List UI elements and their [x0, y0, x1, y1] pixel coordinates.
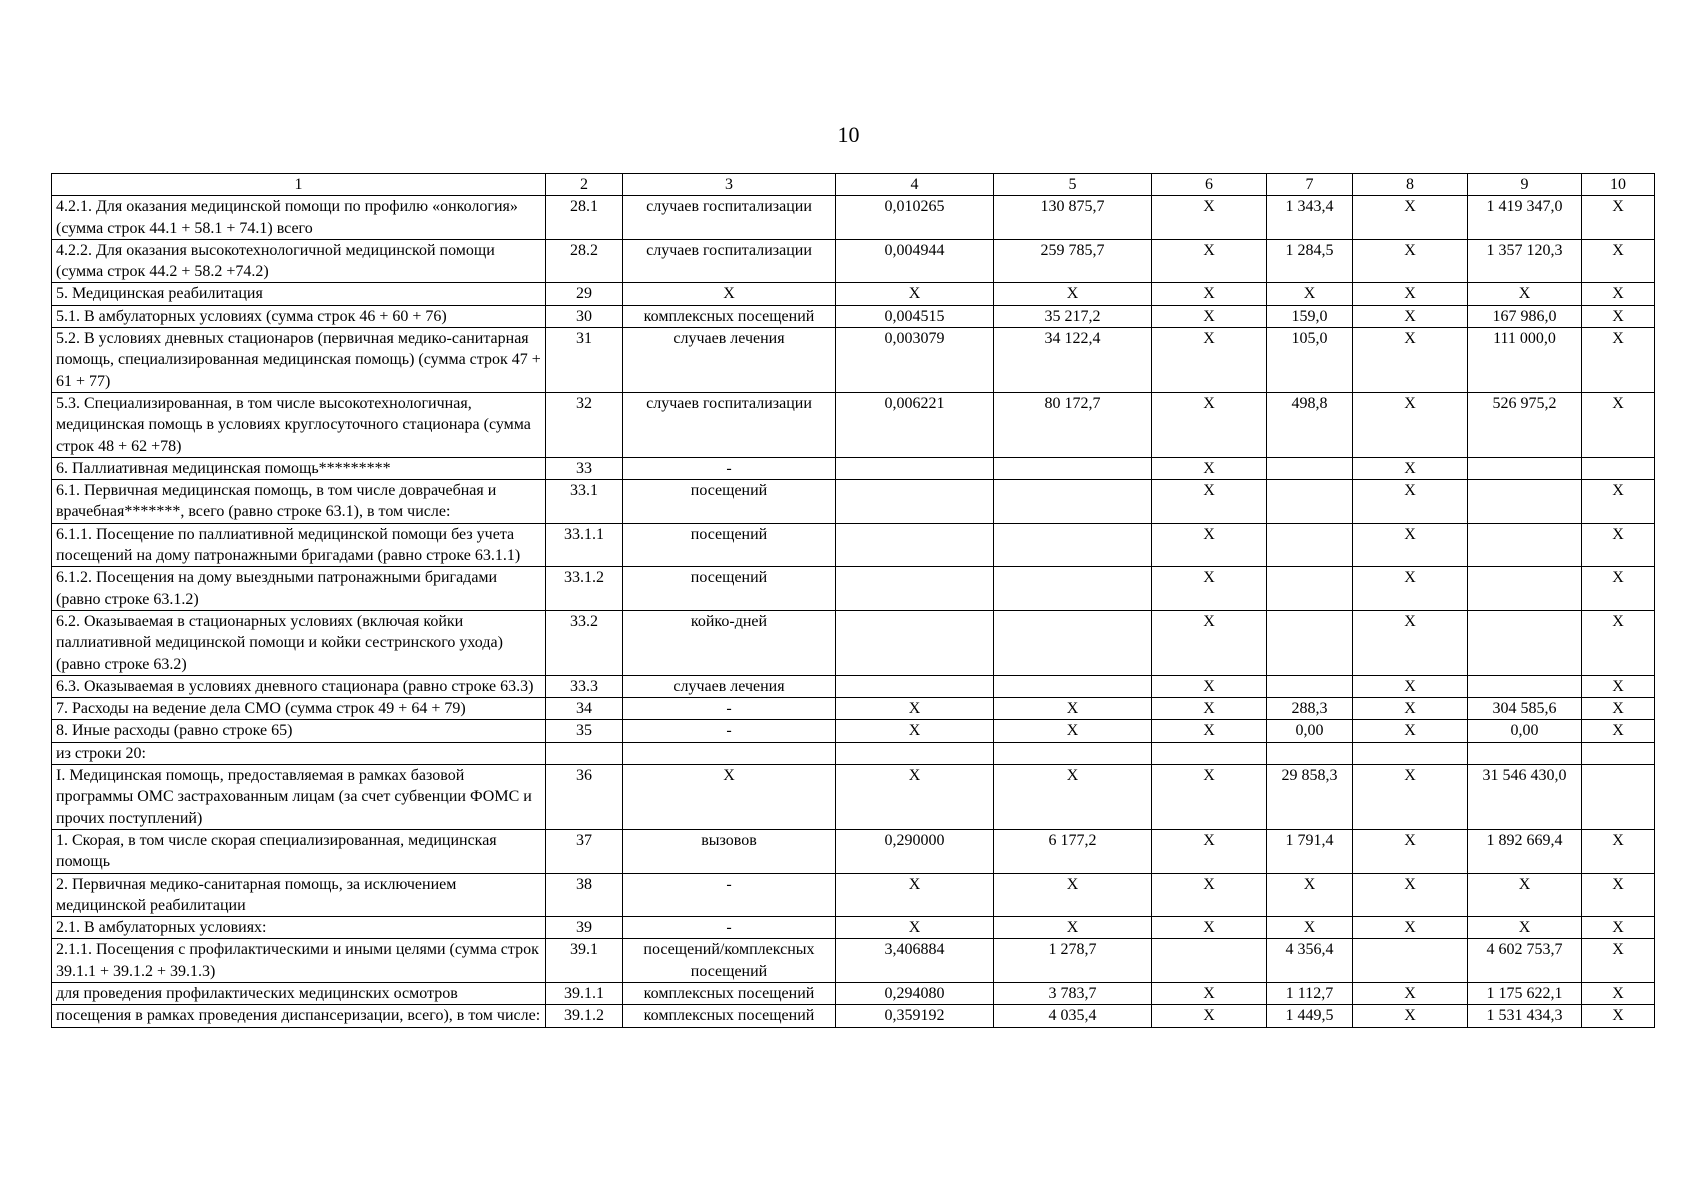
table-body	[52, 174, 1655, 1028]
table-cell: X	[1468, 873, 1582, 917]
table-cell: X	[1582, 239, 1655, 283]
row-label-cell: 6.2. Оказываемая в стационарных условиях (включая койки паллиативной медицинской помощи и койки сестринского ухода) (равно строке 63.2)	[52, 610, 546, 675]
table-row	[52, 392, 1655, 457]
table-cell: 159,0	[1267, 305, 1353, 327]
table-cell: X	[1353, 698, 1468, 720]
table-cell: 36	[546, 765, 623, 830]
table-cell: 33.2	[546, 610, 623, 675]
table-cell: 0,010265	[836, 196, 994, 240]
table-cell	[1267, 457, 1353, 479]
table-cell	[1353, 939, 1468, 983]
table-cell: X	[1152, 239, 1267, 283]
row-label-cell: 4.2.1. Для оказания медицинской помощи по профилю «онкология» (сумма строк 44.1 + 58.1 + 74.1) всего	[52, 196, 546, 240]
table-cell: 1 357 120,3	[1468, 239, 1582, 283]
table-cell	[1582, 742, 1655, 764]
table-cell: 35 217,2	[994, 305, 1152, 327]
table-cell: 111 000,0	[1468, 328, 1582, 393]
table-cell: 35	[546, 720, 623, 742]
table-cell: 105,0	[1267, 328, 1353, 393]
table-cell	[1582, 765, 1655, 830]
table-row	[52, 720, 1655, 742]
table-cell: X	[1152, 829, 1267, 873]
table-cell	[994, 567, 1152, 611]
table-cell	[1267, 567, 1353, 611]
table-cell: комплексных посещений	[623, 982, 836, 1004]
table-cell	[1468, 523, 1582, 567]
table-cell: 6 177,2	[994, 829, 1152, 873]
table-cell: X	[1267, 283, 1353, 305]
table-cell: X	[1353, 917, 1468, 939]
column-header: 5	[994, 174, 1152, 196]
table-cell: X	[1582, 939, 1655, 983]
row-label-cell: из строки 20:	[52, 742, 546, 764]
table-cell: X	[1353, 523, 1468, 567]
table-row	[52, 1005, 1655, 1027]
table-cell: 33	[546, 457, 623, 479]
table-cell: X	[1353, 239, 1468, 283]
table-row	[52, 982, 1655, 1004]
table-cell: комплексных посещений	[623, 1005, 836, 1027]
table-cell: X	[1152, 523, 1267, 567]
table-cell: случаев госпитализации	[623, 392, 836, 457]
column-header: 10	[1582, 174, 1655, 196]
table-cell: 33.1	[546, 480, 623, 524]
table-row	[52, 675, 1655, 697]
table-cell: посещений	[623, 567, 836, 611]
table-cell	[1267, 523, 1353, 567]
table-cell: X	[994, 873, 1152, 917]
table-cell	[994, 480, 1152, 524]
table-cell: 288,3	[1267, 698, 1353, 720]
table-cell	[1582, 457, 1655, 479]
table-cell: X	[1353, 720, 1468, 742]
table-cell: 1 419 347,0	[1468, 196, 1582, 240]
table-cell: комплексных посещений	[623, 305, 836, 327]
table-cell: 29	[546, 283, 623, 305]
row-label-cell: 1. Скорая, в том числе скорая специализированная, медицинская помощь	[52, 829, 546, 873]
table-cell: 34	[546, 698, 623, 720]
table-cell: X	[1353, 567, 1468, 611]
table-cell: X	[1152, 720, 1267, 742]
table-cell: X	[1353, 283, 1468, 305]
table-cell: 4 356,4	[1267, 939, 1353, 983]
table-cell: 130 875,7	[994, 196, 1152, 240]
table-cell: 38	[546, 873, 623, 917]
row-label-cell: 6.1.1. Посещение по паллиативной медицинской помощи без учета посещений на дому патронажными бригадами (равно строке 63.1.1)	[52, 523, 546, 567]
table-cell: 37	[546, 829, 623, 873]
table-cell: 33.1.2	[546, 567, 623, 611]
table-cell: 1 531 434,3	[1468, 1005, 1582, 1027]
table-row	[52, 523, 1655, 567]
table-cell: 1 343,4	[1267, 196, 1353, 240]
table-cell: X	[1152, 698, 1267, 720]
table-cell: -	[623, 873, 836, 917]
table-cell: X	[1353, 196, 1468, 240]
table-cell: X	[1582, 610, 1655, 675]
table-row	[52, 328, 1655, 393]
table-row	[52, 610, 1655, 675]
table-cell	[623, 742, 836, 764]
table-cell	[836, 675, 994, 697]
table-cell: X	[836, 917, 994, 939]
table-row	[52, 283, 1655, 305]
table-cell: X	[1582, 480, 1655, 524]
table-cell	[836, 742, 994, 764]
table-cell: X	[1152, 305, 1267, 327]
table-cell	[1468, 610, 1582, 675]
table-cell: случаев лечения	[623, 328, 836, 393]
table-cell: 0,359192	[836, 1005, 994, 1027]
table-cell: 1 892 669,4	[1468, 829, 1582, 873]
table-cell: 80 172,7	[994, 392, 1152, 457]
table-cell: X	[1353, 1005, 1468, 1027]
table-cell: 3 783,7	[994, 982, 1152, 1004]
table-cell: X	[1582, 196, 1655, 240]
table-cell: X	[836, 765, 994, 830]
column-header: 2	[546, 174, 623, 196]
table-cell: 0,294080	[836, 982, 994, 1004]
table-cell: -	[623, 720, 836, 742]
table-cell: X	[1582, 720, 1655, 742]
table-cell: X	[1582, 675, 1655, 697]
row-label-cell: 5.1. В амбулаторных условиях (сумма строк 46 + 60 + 76)	[52, 305, 546, 327]
table-cell	[994, 610, 1152, 675]
table-cell: 34 122,4	[994, 328, 1152, 393]
table-cell: 30	[546, 305, 623, 327]
table-cell: X	[1582, 698, 1655, 720]
table-cell	[836, 523, 994, 567]
table-cell: -	[623, 917, 836, 939]
table-cell: 31 546 430,0	[1468, 765, 1582, 830]
table-cell	[1152, 939, 1267, 983]
column-header: 9	[1468, 174, 1582, 196]
table-cell: X	[1468, 283, 1582, 305]
table-cell	[836, 567, 994, 611]
table-cell: X	[1267, 917, 1353, 939]
table-cell: X	[1582, 1005, 1655, 1027]
table-cell: X	[994, 917, 1152, 939]
table-cell: X	[1353, 829, 1468, 873]
table-row	[52, 939, 1655, 983]
table-cell: 39.1	[546, 939, 623, 983]
table-cell: X	[1152, 392, 1267, 457]
table-cell	[1353, 742, 1468, 764]
table-cell: 304 585,6	[1468, 698, 1582, 720]
column-header: 7	[1267, 174, 1353, 196]
table-cell: посещений/комплексных посещений	[623, 939, 836, 983]
table-cell: X	[1152, 610, 1267, 675]
table-cell: X	[1582, 829, 1655, 873]
table-row	[52, 765, 1655, 830]
table-cell	[1152, 742, 1267, 764]
table-cell: X	[1152, 567, 1267, 611]
table-row	[52, 742, 1655, 764]
row-label-cell: 4.2.2. Для оказания высокотехнологичной медицинской помощи (сумма строк 44.2 + 58.2 +74.2)	[52, 239, 546, 283]
table-cell: 4 602 753,7	[1468, 939, 1582, 983]
row-label-cell: 7. Расходы на ведение дела СМО (сумма строк 49 + 64 + 79)	[52, 698, 546, 720]
table-cell: случаев госпитализации	[623, 196, 836, 240]
table-cell: X	[1468, 917, 1582, 939]
table-cell: 0,006221	[836, 392, 994, 457]
table-cell: 259 785,7	[994, 239, 1152, 283]
row-label-cell: 6.1.2. Посещения на дому выездными патронажными бригадами (равно строке 63.1.2)	[52, 567, 546, 611]
table-cell: койко-дней	[623, 610, 836, 675]
table-cell: X	[1582, 982, 1655, 1004]
table-cell	[994, 742, 1152, 764]
column-header: 6	[1152, 174, 1267, 196]
table-cell	[994, 523, 1152, 567]
row-label-cell: 8. Иные расходы (равно строке 65)	[52, 720, 546, 742]
table-row	[52, 567, 1655, 611]
table-cell: X	[1353, 675, 1468, 697]
table-cell: 0,004944	[836, 239, 994, 283]
row-label-cell: для проведения профилактических медицинских осмотров	[52, 982, 546, 1004]
table-cell: X	[994, 283, 1152, 305]
table-cell: -	[623, 457, 836, 479]
table-cell: X	[1152, 196, 1267, 240]
table-cell: 167 986,0	[1468, 305, 1582, 327]
row-label-cell: 5. Медицинская реабилитация	[52, 283, 546, 305]
table-cell: X	[1582, 567, 1655, 611]
table-row	[52, 917, 1655, 939]
table-cell	[994, 457, 1152, 479]
table-cell: X	[1353, 392, 1468, 457]
table-cell: X	[1152, 873, 1267, 917]
row-label-cell: 2. Первичная медико-санитарная помощь, за исключением медицинской реабилитации	[52, 873, 546, 917]
table-cell: 3,406884	[836, 939, 994, 983]
table-cell: X	[994, 765, 1152, 830]
table-cell: вызовов	[623, 829, 836, 873]
table-cell: X	[1353, 480, 1468, 524]
table-cell: X	[623, 283, 836, 305]
table-cell	[1468, 742, 1582, 764]
table-cell	[1267, 610, 1353, 675]
table-cell: 526 975,2	[1468, 392, 1582, 457]
table-cell: X	[1353, 457, 1468, 479]
table-cell	[1468, 675, 1582, 697]
table-cell: 0,00	[1267, 720, 1353, 742]
table-cell: X	[1582, 328, 1655, 393]
table-cell: 0,004515	[836, 305, 994, 327]
table-cell: 0,00	[1468, 720, 1582, 742]
table-row	[52, 457, 1655, 479]
row-label-cell: посещения в рамках проведения диспансеризации, всего), в том числе:	[52, 1005, 546, 1027]
header-row	[52, 174, 1655, 196]
table-cell: 1 791,4	[1267, 829, 1353, 873]
column-header: 4	[836, 174, 994, 196]
table-cell	[1267, 480, 1353, 524]
table-cell	[1267, 675, 1353, 697]
table-cell: 31	[546, 328, 623, 393]
table-cell	[994, 675, 1152, 697]
table-cell: X	[1353, 873, 1468, 917]
table-cell: 1 112,7	[1267, 982, 1353, 1004]
table-cell: X	[1582, 392, 1655, 457]
column-header: 3	[623, 174, 836, 196]
table-cell: 1 449,5	[1267, 1005, 1353, 1027]
table-cell	[1468, 567, 1582, 611]
table-cell	[836, 480, 994, 524]
table-cell: X	[1152, 675, 1267, 697]
row-label-cell: 6.3. Оказываемая в условиях дневного стационара (равно строке 63.3)	[52, 675, 546, 697]
table-cell: случаев госпитализации	[623, 239, 836, 283]
table-cell: X	[1152, 765, 1267, 830]
table-cell: 1 284,5	[1267, 239, 1353, 283]
table-cell: 32	[546, 392, 623, 457]
table-cell: X	[1353, 982, 1468, 1004]
table-row	[52, 480, 1655, 524]
table-cell	[546, 742, 623, 764]
row-label-cell: 5.3. Специализированная, в том числе высокотехнологичная, медицинская помощь в условиях круглосуточного стационара (сумма строк 48 + 62 +78)	[52, 392, 546, 457]
table-cell: 1 278,7	[994, 939, 1152, 983]
table-cell: X	[1152, 457, 1267, 479]
row-label-cell: 5.2. В условиях дневных стационаров (первичная медико-санитарная помощь, специализированная медицинская помощь) (сумма строк 47 + 61 + 77)	[52, 328, 546, 393]
table-cell: 33.1.1	[546, 523, 623, 567]
table-cell: X	[836, 698, 994, 720]
table-cell: 33.3	[546, 675, 623, 697]
table-cell: 0,290000	[836, 829, 994, 873]
table-cell: X	[1353, 610, 1468, 675]
table-cell	[1267, 742, 1353, 764]
table-cell	[1468, 480, 1582, 524]
table-cell: посещений	[623, 523, 836, 567]
table-cell: X	[1152, 917, 1267, 939]
table-cell: 28.1	[546, 196, 623, 240]
table-cell: 28.2	[546, 239, 623, 283]
table-cell: X	[1353, 328, 1468, 393]
table-cell: 498,8	[1267, 392, 1353, 457]
page-number: 10	[837, 122, 860, 147]
table-cell: X	[1582, 873, 1655, 917]
table-cell: X	[1353, 765, 1468, 830]
table-cell: X	[1353, 305, 1468, 327]
table-cell	[836, 457, 994, 479]
table-cell: X	[1152, 982, 1267, 1004]
row-label-cell: 2.1.1. Посещения с профилактическими и иными целями (сумма строк 39.1.1 + 39.1.2 + 39.1.3)	[52, 939, 546, 983]
table-row	[52, 873, 1655, 917]
table-cell: 39.1.2	[546, 1005, 623, 1027]
table-cell: X	[994, 720, 1152, 742]
table-cell: -	[623, 698, 836, 720]
table-cell: X	[1152, 328, 1267, 393]
table-cell: 39.1.1	[546, 982, 623, 1004]
table-cell: X	[1267, 873, 1353, 917]
table-cell: X	[1582, 917, 1655, 939]
column-header: 1	[52, 174, 546, 196]
table-cell: X	[1582, 523, 1655, 567]
column-header: 8	[1353, 174, 1468, 196]
row-label-cell: I. Медицинская помощь, предоставляемая в рамках базовой программы ОМС застрахованным лицам (за счет субвенции ФОМС и прочих поступлений)	[52, 765, 546, 830]
table-cell: X	[1152, 1005, 1267, 1027]
table-cell: X	[836, 283, 994, 305]
table-cell: 1 175 622,1	[1468, 982, 1582, 1004]
table-row	[52, 305, 1655, 327]
table-cell: X	[1152, 283, 1267, 305]
table-cell	[1468, 457, 1582, 479]
table-cell: X	[836, 720, 994, 742]
table-row	[52, 829, 1655, 873]
table-cell: случаев лечения	[623, 675, 836, 697]
table-cell: 4 035,4	[994, 1005, 1152, 1027]
table-cell: 0,003079	[836, 328, 994, 393]
table-cell: X	[623, 765, 836, 830]
table-cell: X	[1582, 305, 1655, 327]
table-cell: 39	[546, 917, 623, 939]
table-row	[52, 196, 1655, 240]
table-cell	[836, 610, 994, 675]
row-label-cell: 6.1. Первичная медицинская помощь, в том числе доврачебная и врачебная*******, всего (равно строке 63.1), в том числе:	[52, 480, 546, 524]
table-row	[52, 239, 1655, 283]
table-cell: X	[1152, 480, 1267, 524]
table-cell: X	[994, 698, 1152, 720]
table-row	[52, 698, 1655, 720]
row-label-cell: 6. Паллиативная медицинская помощь*********	[52, 457, 546, 479]
table-cell: посещений	[623, 480, 836, 524]
row-label-cell: 2.1. В амбулаторных условиях:	[52, 917, 546, 939]
table-cell: 29 858,3	[1267, 765, 1353, 830]
table-cell: X	[836, 873, 994, 917]
table-cell: X	[1582, 283, 1655, 305]
data-table	[51, 173, 1655, 1028]
